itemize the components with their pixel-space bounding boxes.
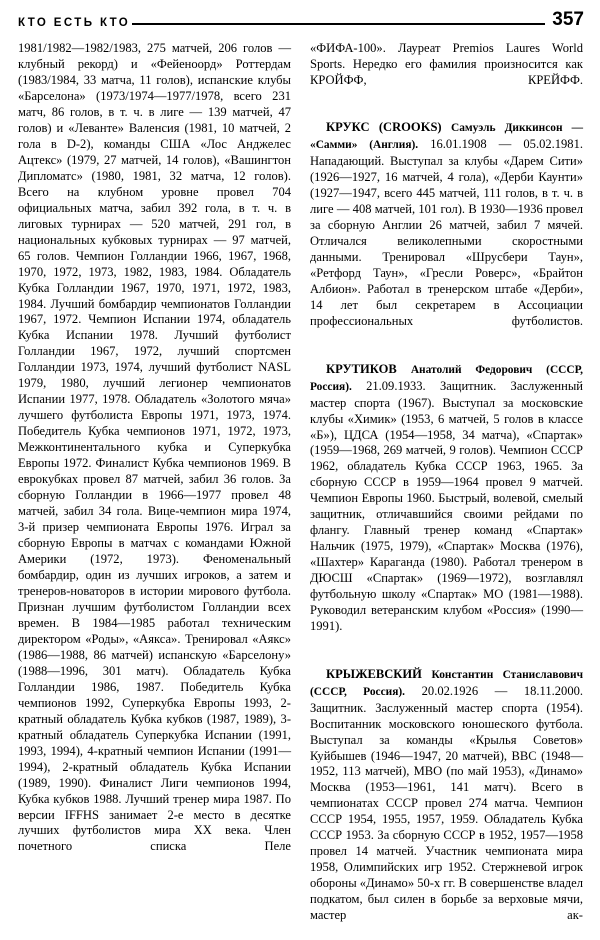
entry-kryzhevsky [310, 667, 583, 940]
entry-cruyff-continued: 1981/1982—1982/1983, 275 матчей, 206 голов — клубный рекорд) и «Фейеноорд» Роттердам (1983/1984, 33 матча, 11 голов), испанские клубы «Барселона» (1973/1974—1977/1978, всего 231 матч, 86 голов, в т. ч. в лиге — 139 матчей, 47 голов) и «Леванте» Валенсия (1981, 10 матчей, 2 гола в D-2), команды США «Лос Анджелес Ацтекс» (1979, 27 матчей, 14 голов), «Вашингтон Дипломатс» (1980, 1981, 32 матча, 12 голов). Всего на клубном уровне провел 704 официальных матча, забил 392 гола, в т. ч. в лиговых турнирах — 520 матчей, 291 гол, в национальных кубковых турнирах — 97 матчей, 65 голов. Чемпион Голландии 1966, 1967, 1968, 1970, 1972, 1973, 1982, 1983, 1984. Обладатель Кубка Голландии 1967, 1970, 1971, 1972, 1983, 1984. Лучший бомбардир чемпионатов Голландии 1967, 1972. Чемпион Испании 1974, обладатель Кубка Испании 1978. Лучший футболист Голландии 1967, 1972, лучший спортсмен Голландии 1973, 1974, лучший футболист NASL 1979, 1980, лучший легионер чемпионатов Испании 1977, 1978. Обладатель «Золотого мяча» лучшего футболиста Европы 1971, 1973, 1974. Победитель Кубка чемпионов 1971, 1972, 1973, Межконтинентального кубка и Суперкубка Европы 1972. Финалист Кубка чемпионов 1969. В еврокубках провел 87 матчей, забил 36 голов. За сборную Голландии в 1966—1977 провел 48 матчей, забил 34 гола. Вице-чемпион мира 1974, 3-й призер чемпионата Европы 1976. Играл за сборную Европы в матчах с командами Южной Америки (1972, 1973). Феноменальный бомбардир, один из лучших игроков, а затем и тренеров-новаторов в истории мирового футбола. Признан лучшим футболистом Голландии всех времен. В 1984—1985 работал техническим директором «Роды», «Аякса». Тренировал «Аякс» (1986—1988, 86 матчей) испанскую «Барселону» (1988—1996, 301 матч). Обладатель Кубка Голландии 1986, 1987. Победитель Кубка чемпионов 1992, Суперкубка Европы 1993, 2-кратный обладатель Кубка кубков (1987, 1989), 3-кратный обладатель Суперкубка Испании (1991, 1993, 1994), 4-кратный чемпион Испании (1991—1994), 2-кратный обладатель Кубка Испании (1989, 1990). Финалист Лиги чемпионов 1994, Кубка кубков 1988. Лучший тренер мира 1987. По версии IFFHS занимает 2-е место в десятке лучших футболистов мира XX века. Член почетного списка Пеле [18, 41, 291, 854]
headword-crooks-rest: Самуэль Диккинсон — «Самми» (Англия). [310, 122, 584, 152]
right-column [310, 41, 584, 923]
entry-kryzhevsky-body: 20.02.1926 — 18.11.2000. Защитник. Заслуженный мастер спорта (1954). Воспитанник московского юношеского футбола. Выступал за команды «Крылья Советов» Куйбышев (1946—1947, 20 матчей), ВВС (1948—1952, 113 матчей), МВО (по май 1953), «Динамо» Москва (1953—1961, 141 матч). Всего в чемпионатах СССР провел 274 матча. Чемпион СССР 1954, 1955, 1957, 1959. Обладатель Кубка СССР 1953. За сборную СССР в 1952, 1957—1958 провел 14 матчей. Участник чемпионата мира 1958, Олимпийских игр 1952. Стержневой игрок обороны «Динамо» 50-х гг. В совершенстве владел подкатом, был силен в борьбе за верховые мячи, мастер ак- [310, 683, 583, 923]
headword-crooks: КРУКС (CROOKS) [326, 120, 442, 135]
running-head [18, 10, 584, 34]
headword-krutikov: КРУТИКОВ [326, 361, 397, 376]
headword-kryzhevsky-rest: Константин Станиславович (СССР, Россия). [310, 668, 584, 698]
entry-crooks [310, 120, 583, 346]
entry-krutikov-body: 21.09.1933. Защитник. Заслуженный мастер спорта (1967). Выступал за московские клубы «Химик» (1953, 6 матчей, 5 голов в классе «Б»), ЦДСА (1954—1958, 34 матча), «Спартак» (1959—1968, 269 матчей, 9 голов). Чемпион СССР 1962, обладатель Кубка СССР 1963, 1965. За сборную СССР в 1959—1964 провел 9 матчей. Чемпион Европы 1960. Быстрый, волевой, смелый защитник, отличавшийся своими рейдами по флангу. Главный тренер команд «Спартак» Нальчик (1975, 1979), «Спартак» Москва (1976), «Шахтер» Караганда (1980). Работал тренером в ДЮСШ «Спартак» (1969—1972), возглавлял футбольную школу «Спартак» МО (1981—1988). Руководил ветеранским клубом «Россия» (1990—1991). [310, 378, 583, 634]
headword-krutikov-rest: Анатолий Федорович (СССР, Россия). [310, 363, 584, 393]
page-number: 357 [552, 9, 584, 30]
left-column [18, 41, 291, 897]
entry-krutikov [310, 362, 583, 651]
entry-crooks-body: 16.01.1908 — 05.02.1981. Нападающий. Выступал за клубы «Дарем Сити» (1926—1927, 16 матчей, 4 гола), «Дерби Каунти» (1927—1947, всего 445 матчей, 111 голов, в т. ч. в лиге — 408 матчей, 101 гол). В 1930—1936 провел за сборную Англии 26 матчей, забил 7 мячей. Отличался великолепными скоростными данными. Тренировал «Шрусбери Таун», «Ретфорд Таун», «Гресли Роверс», «Брайтон Албион». Работал в тренерском штабе «Дерби», 14 лет был секретарем в Ассоциации профессиональных футболистов. [310, 137, 583, 329]
running-head-rule [132, 23, 545, 25]
two-column-body [18, 41, 584, 923]
entry-cruyff-tail: «ФИФА-100». Лауреат Premios Laures World Sports. Нередко его фамилия произносится как КРОЙФФ, КРЕЙФФ. [310, 41, 583, 87]
headword-kryzhevsky: КРЫЖЕВСКИЙ [326, 666, 422, 681]
running-head-title: КТО ЕСТЬ КТО [18, 17, 131, 29]
